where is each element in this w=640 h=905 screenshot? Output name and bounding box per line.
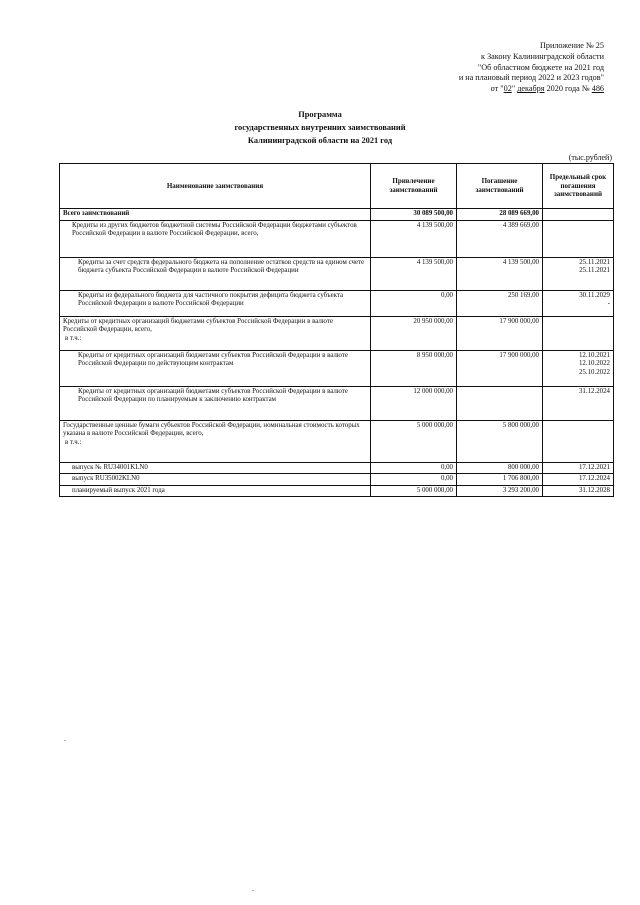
row-attract: 0,00: [371, 290, 457, 316]
table-row: [60, 220, 614, 257]
row-repay: 250 169,00: [457, 290, 543, 316]
row-term: [543, 209, 614, 221]
row-term: [543, 462, 614, 474]
row-name: [60, 316, 371, 350]
appendix-month: декабря: [517, 84, 545, 94]
row-repay: 28 089 669,00: [457, 209, 543, 221]
row-repay: 17 900 000,00: [457, 316, 543, 350]
borrowing-table: [59, 163, 614, 497]
table-header-row: [60, 164, 614, 209]
row-repay: [457, 386, 543, 420]
term-date: 30.11.2029: [579, 291, 610, 299]
table-row: [60, 420, 614, 462]
term-date: 25.10.2022: [578, 368, 610, 376]
table-row: [60, 485, 614, 497]
row-name-text: Государственные ценные бумаги субъектов Российской Федерации, номинальная стоимость которых указана в валюте Российской Федерации, всего,: [63, 421, 360, 438]
row-attract: 8 950 000,00: [371, 350, 457, 386]
row-sub-label: в т.ч.:: [65, 438, 82, 446]
row-term: [543, 420, 614, 462]
header-repay: Погашение заимствований: [457, 164, 543, 209]
title-line: Калининградской области на 2021 год: [247, 136, 393, 145]
row-repay: 800 000,00: [457, 462, 543, 474]
term-date: 17.12.2021: [578, 463, 610, 471]
row-repay: 1 706 800,00: [457, 474, 543, 486]
row-repay: 17 900 000,00: [457, 350, 543, 386]
row-attract: 5 000 000,00: [371, 485, 457, 497]
row-name: выпуск RU35002KLN0: [60, 474, 371, 486]
row-attract: 0,00: [371, 474, 457, 486]
row-sub-label: в т.ч.:: [65, 334, 82, 342]
row-term: [543, 316, 614, 350]
term-date: 31.12.2028: [578, 486, 610, 494]
header-name: Наименование заимствования: [60, 164, 371, 209]
header-attract: Привлечение заимствований: [371, 164, 457, 209]
row-attract: 0,00: [371, 462, 457, 474]
title-line: государственных внутренних заимствований: [234, 123, 406, 132]
appendix-day: 02: [503, 84, 512, 94]
appendix-line: и на плановый период 2022 и 2023 годов": [458, 73, 604, 83]
appendix-year: 2020 года №: [544, 84, 592, 94]
row-name: Кредиты из федерального бюджета для частичного покрытия дефицита бюджета субъекта Российской Федерации в валюте Российской Федерации: [60, 290, 371, 316]
row-term: [543, 220, 614, 257]
appendix-date-line: [459, 84, 604, 95]
appendix-date-mid: ": [511, 84, 518, 94]
row-attract: 5 000 000,00: [371, 420, 457, 462]
appendix-line: к Закону Калининградской области: [481, 51, 604, 61]
row-name: Кредиты от кредитных организаций бюджетами субъектов Российской Федерации в валюте Российской Федерации по планируемым к заключению контрактам: [60, 386, 371, 420]
row-attract: 20 950 000,00: [371, 316, 457, 350]
term-date: 31.12.2024: [578, 387, 610, 395]
appendix-line: "Об областном бюджете на 2021 год: [477, 62, 604, 72]
row-repay: 4 139 500,00: [457, 257, 543, 290]
row-attract: 12 000 000,00: [371, 386, 457, 420]
row-name: планируемый выпуск 2021 года: [60, 485, 371, 497]
table-row: [60, 209, 614, 221]
row-term: [543, 474, 614, 486]
appendix-line: Приложение № 25: [539, 41, 604, 50]
row-term: [543, 350, 614, 386]
table-row: [60, 257, 614, 290]
row-name: Всего заимствований: [60, 209, 371, 221]
appendix-date-prefix: от ": [490, 84, 504, 94]
title-line: Программа: [298, 110, 342, 119]
row-term: [543, 386, 614, 420]
row-name-text: Кредиты от кредитных организаций бюджетами субъектов Российской Федерации в валюте Российской Федерации, всего,: [63, 317, 333, 334]
term-date: 25.11.2021: [579, 258, 610, 266]
row-name: [60, 420, 371, 462]
appendix-number: 486: [591, 84, 604, 94]
row-term: [543, 257, 614, 290]
scan-dot: .: [64, 734, 66, 743]
row-repay: 5 800 000,00: [457, 420, 543, 462]
term-date: 25.11.2021: [579, 267, 610, 275]
term-date: 17.12.2024: [578, 475, 610, 483]
row-repay: 3 293 200,00: [457, 485, 543, 497]
table-row: [60, 316, 614, 350]
row-repay: 4 389 669,00: [457, 220, 543, 257]
term-date: 12.10.2021: [578, 351, 610, 359]
document-title: [0, 108, 640, 147]
units-label: (тыс.рублей): [568, 153, 612, 162]
header-term: Предельный срок погашения заимствований: [543, 164, 614, 209]
scan-dot: .: [252, 884, 254, 893]
term-date: -: [607, 300, 610, 308]
row-attract: 4 139 500,00: [371, 220, 457, 257]
row-term: [543, 290, 614, 316]
appendix-header: [459, 41, 604, 95]
row-term: [543, 485, 614, 497]
row-name: выпуск № RU34001KLN0: [60, 462, 371, 474]
term-date: 12.10.2022: [578, 360, 610, 368]
row-attract: 4 139 500,00: [371, 257, 457, 290]
row-name: Кредиты за счет средств федерального бюджета на пополнение остатков средств на едином счете бюджета субъекта Российской Федерации в валюте Российской Федерации: [60, 257, 371, 290]
table-row: [60, 474, 614, 486]
table-row: [60, 290, 614, 316]
row-name: Кредиты от кредитных организаций бюджетами субъектов Российской Федерации в валюте Российской Федерации по действующим контрактам: [60, 350, 371, 386]
row-name: Кредиты из других бюджетов бюджетной системы Российской Федерации бюджетами субъектов Российской Федерации в валюте Российской Федерации, всего,: [60, 220, 371, 257]
table-row: [60, 462, 614, 474]
table-row: [60, 350, 614, 386]
row-attract: 30 089 500,00: [371, 209, 457, 221]
table-row: [60, 386, 614, 420]
